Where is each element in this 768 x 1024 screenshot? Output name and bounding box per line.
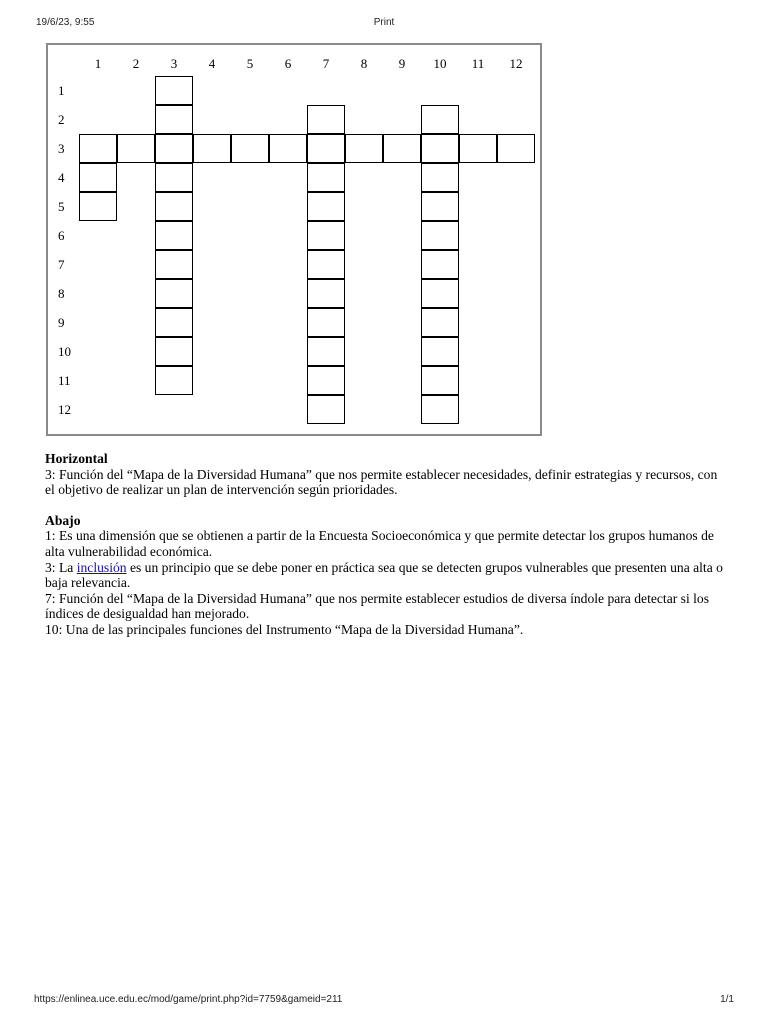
column-number: 4 xyxy=(208,56,216,71)
page-url: https://enlinea.uce.edu.ec/mod/game/print.php?id=7759&gameid=211 xyxy=(34,994,343,1005)
crossword-cell[interactable] xyxy=(307,337,345,366)
crossword-cell[interactable] xyxy=(383,134,421,163)
row-number: 3 xyxy=(58,141,65,156)
crossword-cell[interactable] xyxy=(155,76,193,105)
crossword-cell[interactable] xyxy=(193,134,231,163)
crossword-cell[interactable] xyxy=(421,134,459,163)
crossword-cell[interactable] xyxy=(155,134,193,163)
row-number: 4 xyxy=(58,170,65,185)
row-number: 11 xyxy=(58,373,71,388)
row-number: 5 xyxy=(58,199,65,214)
crossword-cell[interactable] xyxy=(497,134,535,163)
column-number: 2 xyxy=(132,56,140,71)
column-number: 3 xyxy=(170,56,178,71)
column-number: 5 xyxy=(246,56,254,71)
crossword-cell[interactable] xyxy=(307,134,345,163)
crossword-cell[interactable] xyxy=(155,105,193,134)
column-number: 6 xyxy=(284,56,292,71)
crossword-cell[interactable] xyxy=(79,134,117,163)
clue-down-7: 7: Función del “Mapa de la Diversidad Humana” que nos permite establecer estudios de diversa índole para detectar si los índices de desigualdad han mejorado. xyxy=(45,590,709,622)
crossword-cell[interactable] xyxy=(421,163,459,192)
horizontal-heading: Horizontal xyxy=(45,451,108,466)
print-datetime: 19/6/23, 9:55 xyxy=(36,17,95,28)
crossword-cell[interactable] xyxy=(421,337,459,366)
crossword-cell[interactable] xyxy=(155,308,193,337)
page-header-title: Print xyxy=(373,17,395,28)
crossword-cell[interactable] xyxy=(421,250,459,279)
clue-horizontal-3: 3: Función del “Mapa de la Diversidad Humana” que nos permite establecer necesidades, definir estrategias y recursos, con el objetivo de realizar un plan de intervención según prioridades. xyxy=(45,466,718,498)
clue-down-10: 10: Una de las principales funciones del Instrumento “Mapa de la Diversidad Humana”. xyxy=(45,621,524,637)
row-number: 2 xyxy=(58,112,65,127)
row-number: 7 xyxy=(58,257,65,272)
crossword-cell[interactable] xyxy=(421,308,459,337)
crossword-cell[interactable] xyxy=(345,134,383,163)
row-number: 12 xyxy=(58,402,71,417)
crossword-cell[interactable] xyxy=(231,134,269,163)
crossword-cell[interactable] xyxy=(307,250,345,279)
crossword-cell[interactable] xyxy=(155,366,193,395)
clue-down-3-suffix: es un principio que se debe poner en práctica sea que se detecten grupos vulnerables que presenten una alta o baja relevancia. xyxy=(45,559,723,591)
crossword-cell[interactable] xyxy=(79,163,117,192)
crossword-cell[interactable] xyxy=(155,163,193,192)
down-heading: Abajo xyxy=(45,512,81,528)
crossword-cell[interactable] xyxy=(155,192,193,221)
row-number: 8 xyxy=(58,286,65,301)
clue-down-1: 1: Es una dimensión que se obtienen a partir de la Encuesta Socioeconómica y que permite detectar los grupos humanos de alta vulnerabilidad económica. xyxy=(45,528,714,559)
crossword-cell[interactable] xyxy=(307,192,345,221)
crossword-cell[interactable] xyxy=(155,337,193,366)
crossword-cell[interactable] xyxy=(269,134,307,163)
column-number: 8 xyxy=(360,56,368,71)
clue-down-3-prefix: 3: La xyxy=(45,559,77,575)
crossword-cell[interactable] xyxy=(421,221,459,250)
crossword-cell[interactable] xyxy=(459,134,497,163)
column-number: 10 xyxy=(433,56,447,71)
row-number: 9 xyxy=(58,315,65,330)
crossword-cell[interactable] xyxy=(79,192,117,221)
column-number: 11 xyxy=(471,56,485,71)
crossword-cell[interactable] xyxy=(307,163,345,192)
crossword-cell[interactable] xyxy=(307,105,345,134)
column-number: 1 xyxy=(94,56,102,71)
crossword-cell[interactable] xyxy=(307,308,345,337)
clue-down-3 xyxy=(45,560,725,591)
row-number: 10 xyxy=(58,344,71,359)
inclusion-link[interactable]: inclusión xyxy=(76,559,127,575)
crossword-cell[interactable] xyxy=(421,192,459,221)
crossword-cell[interactable] xyxy=(421,366,459,395)
column-number: 7 xyxy=(322,56,330,71)
crossword-cell[interactable] xyxy=(421,105,459,134)
crossword-cell[interactable] xyxy=(307,279,345,308)
crossword-cell[interactable] xyxy=(421,395,459,424)
crossword-grid xyxy=(46,43,542,436)
crossword-cell[interactable] xyxy=(117,134,155,163)
crossword-cell[interactable] xyxy=(421,279,459,308)
crossword-cell[interactable] xyxy=(155,221,193,250)
row-number: 6 xyxy=(58,228,65,243)
clues-section xyxy=(45,451,725,638)
crossword-cell[interactable] xyxy=(155,279,193,308)
column-number: 9 xyxy=(398,56,406,71)
crossword-cell[interactable] xyxy=(155,250,193,279)
crossword-cell[interactable] xyxy=(307,366,345,395)
crossword-cell[interactable] xyxy=(307,221,345,250)
column-number: 12 xyxy=(509,56,523,71)
crossword-cell[interactable] xyxy=(307,395,345,424)
row-number: 1 xyxy=(58,83,65,98)
page-number: 1/1 xyxy=(720,994,734,1005)
